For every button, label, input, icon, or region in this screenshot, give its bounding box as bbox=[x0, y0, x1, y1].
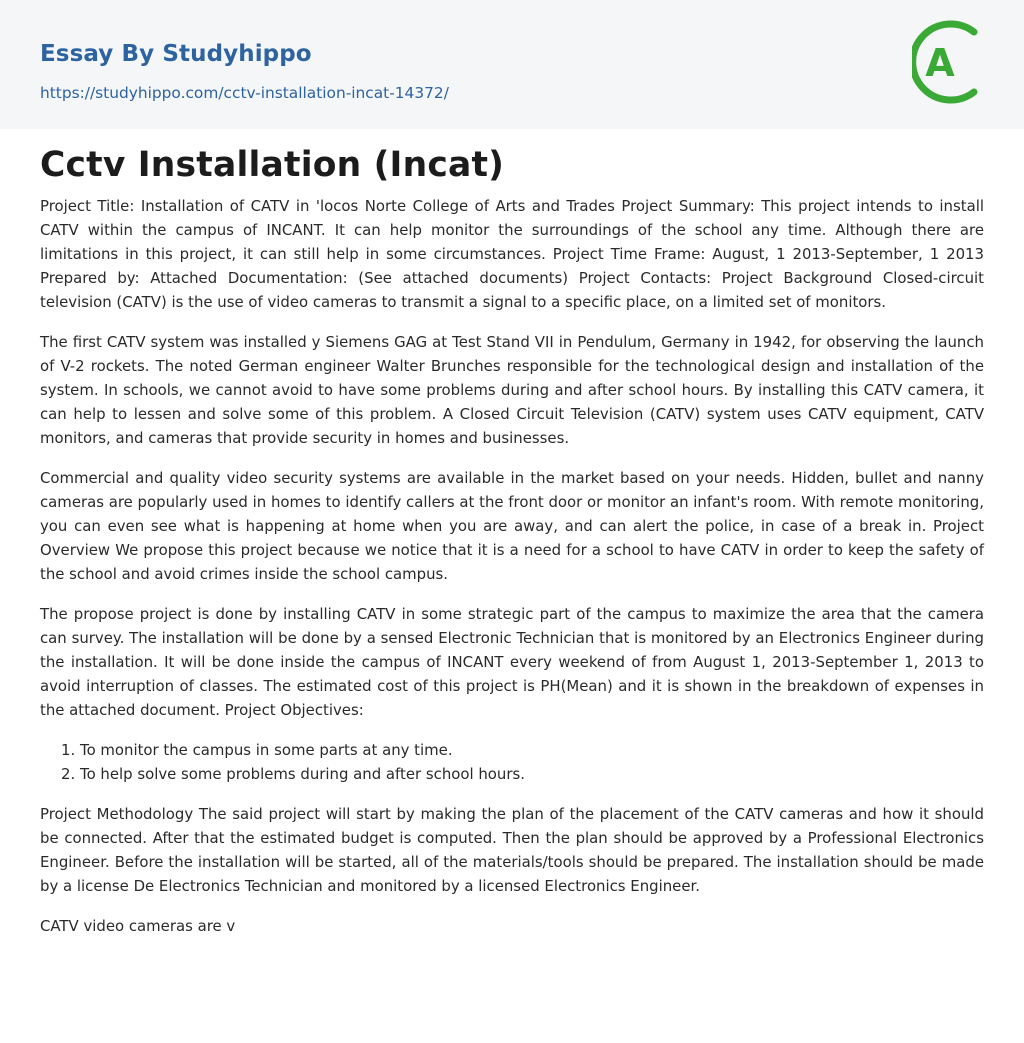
objective-item-2: 2. To help solve some problems during and after school hours. bbox=[80, 762, 984, 786]
paragraph-1: Project Title: Installation of CATV in 'locos Norte College of Arts and Trades Project Summary: This project intends to install CATV within the campus of INCANT. It can help monitor the surroundings of the school any time. Although there are limitations in this project, it can still help in some circumstances. Project Time Frame: August, 1 2013-September, 1 2013 Prepared by: Attached Documentation: (See attached documents) Project Contacts: Project Background Closed-circuit television (CATV) is the use of video cameras to transmit a signal to a specific place, on a limited set of monitors. bbox=[40, 197, 984, 311]
paragraph-2: The first CATV system was installed y Siemens GAG at Test Stand VII in Pendulum, Germany in 1942, for observing the launch of V-2 rockets. The noted German engineer Walter Brunches responsible for the technological design and installation of the system. In schools, we cannot avoid to have some problems during and after school hours. By installing this CATV camera, it can help to lessen and solve some of this problem. A Closed Circuit Television (CATV) system uses CATV equipment, CATV monitors, and cameras that provide security in homes and businesses. bbox=[40, 333, 984, 447]
paragraph-3: Commercial and quality video security systems are available in the market based on your needs. Hidden, bullet and nanny cameras are popularly used in homes to identify callers at the front door or monitor an infant's room. With remote monitoring, you can even see what is happening at home when you are away, and can alert the police, in case of a break in. Project Overview We propose this project because we notice that it is a need for a school to have CATV in order to keep the safety of the school and avoid crimes inside the school campus. bbox=[40, 469, 984, 583]
site-brand[interactable]: Essay By Studyhippo bbox=[40, 41, 312, 67]
objectives-list bbox=[40, 738, 984, 786]
logo-letter: A bbox=[925, 41, 955, 85]
site-header bbox=[0, 0, 1024, 129]
paragraph-4: The propose project is done by installing CATV in some strategic part of the campus to maximize the area that the camera can survey. The installation will be done by a sensed Electronic Technician that is monitored by an Electronics Engineer during the installation. It will be done inside the campus of INCANT every weekend of from August 1, 2013-September 1, 2013 to avoid interruption of classes. The estimated cost of this project is PH(Mean) and it is shown in the breakdown of expenses in the attached document. Project Objectives: bbox=[40, 605, 984, 719]
article-body bbox=[40, 194, 984, 954]
article-url-link[interactable]: https://studyhippo.com/cctv-installation-incat-14372/ bbox=[40, 84, 449, 102]
studyhippo-logo-icon[interactable] bbox=[912, 18, 988, 106]
methodology-paragraph: Project Methodology The said project will start by making the plan of the placement of the CATV cameras and how it should be connected. After that the estimated budget is computed. Then the plan should be approved by a Professional Electronics Engineer. Before the installation will be started, all of the materials/tools should be prepared. The installation should be made by a license De Electronics Technician and monitored by a licensed Electronics Engineer. bbox=[40, 805, 984, 895]
article-title: Cctv Installation (Incat) bbox=[40, 145, 505, 185]
objective-item-1: 1. To monitor the campus in some parts at any time. bbox=[80, 738, 984, 762]
truncated-paragraph: CATV video cameras are v bbox=[40, 917, 236, 935]
